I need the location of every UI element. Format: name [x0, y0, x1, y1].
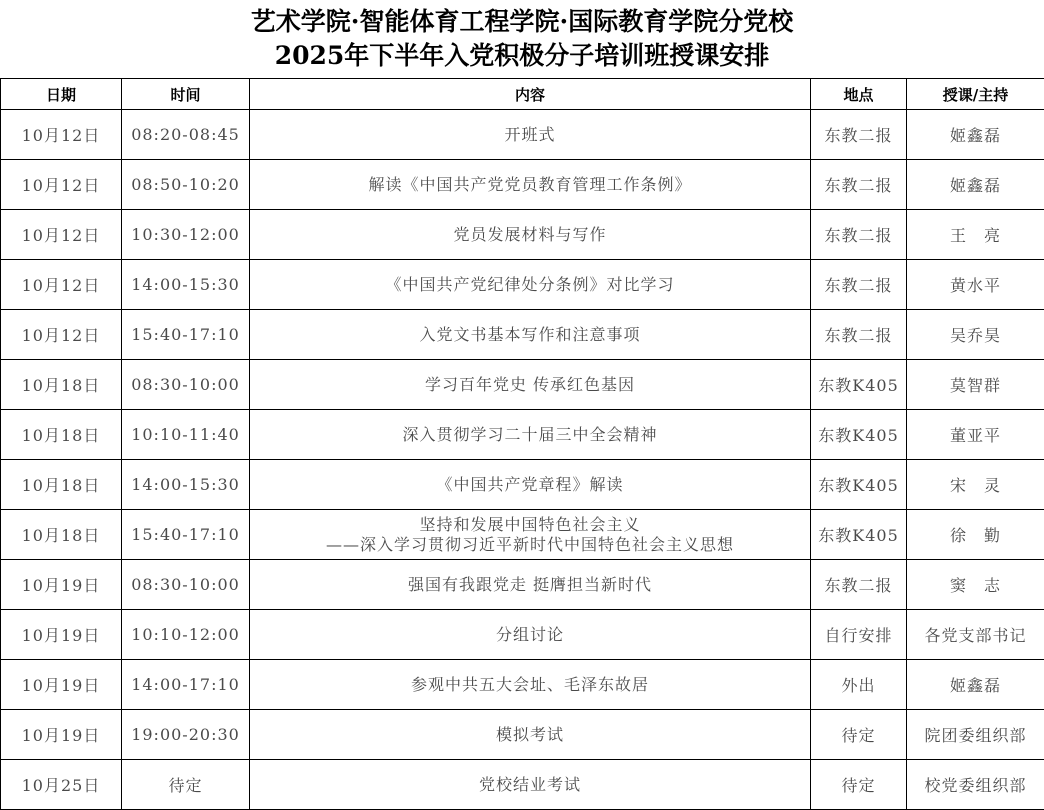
cell-host: 校党委组织部 [907, 760, 1044, 810]
cell-time: 08:20-08:45 [122, 110, 250, 160]
cell-time: 10:30-12:00 [122, 210, 250, 260]
cell-content [250, 310, 811, 360]
content-line: 开班式 [504, 124, 556, 144]
cell-host: 徐 勤 [907, 510, 1044, 560]
table-row [1, 160, 1044, 210]
header-content: 内容 [250, 79, 811, 110]
header-date: 日期 [1, 79, 122, 110]
cell-time: 待定 [122, 760, 250, 810]
table-row [1, 760, 1044, 810]
table-row [1, 560, 1044, 610]
content-line: ——深入学习贯彻习近平新时代中国特色社会主义思想 [325, 534, 734, 554]
table-row [1, 360, 1044, 410]
cell-time: 15:40-17:10 [122, 510, 250, 560]
cell-content [250, 760, 811, 810]
cell-date: 10月19日 [1, 610, 122, 660]
cell-date: 10月18日 [1, 360, 122, 410]
content-line: 坚持和发展中国特色社会主义 [419, 514, 641, 534]
cell-host: 姬鑫磊 [907, 160, 1044, 210]
cell-content [250, 610, 811, 660]
cell-host: 姬鑫磊 [907, 660, 1044, 710]
cell-content [250, 110, 811, 160]
cell-host: 窦 志 [907, 560, 1044, 610]
cell-content [250, 560, 811, 610]
cell-content [250, 460, 811, 510]
cell-date: 10月19日 [1, 710, 122, 760]
cell-content [250, 360, 811, 410]
content-line: 参观中共五大会址、毛泽东故居 [410, 674, 649, 694]
document-subtitle: 2025年下半年入党积极分子培训班授课安排 [274, 41, 770, 70]
cell-place: 东教K405 [811, 410, 907, 460]
cell-place: 东教K405 [811, 360, 907, 410]
cell-date: 10月12日 [1, 160, 122, 210]
cell-place: 东教二报 [811, 260, 907, 310]
cell-date: 10月19日 [1, 660, 122, 710]
cell-host: 各党支部书记 [907, 610, 1044, 660]
cell-time: 10:10-12:00 [122, 610, 250, 660]
cell-content [250, 160, 811, 210]
cell-date: 10月18日 [1, 510, 122, 560]
cell-place: 东教K405 [811, 510, 907, 560]
cell-time: 14:00-15:30 [122, 260, 250, 310]
content-line: 党校结业考试 [478, 774, 581, 794]
cell-time: 14:00-17:10 [122, 660, 250, 710]
cell-host: 王 亮 [907, 210, 1044, 260]
table-row [1, 310, 1044, 360]
table-row [1, 710, 1044, 760]
cell-content [250, 710, 811, 760]
table-row [1, 410, 1044, 460]
document-title: 艺术学院·智能体育工程学院·国际教育学院分党校 [250, 7, 794, 36]
cell-host: 吴乔昊 [907, 310, 1044, 360]
cell-content [250, 660, 811, 710]
table-row [1, 610, 1044, 660]
cell-host: 宋 灵 [907, 460, 1044, 510]
header-place: 地点 [811, 79, 907, 110]
cell-time: 19:00-20:30 [122, 710, 250, 760]
table-row [1, 510, 1044, 560]
cell-host: 董亚平 [907, 410, 1044, 460]
content-line: 强国有我跟党走 挺膺担当新时代 [407, 574, 653, 594]
cell-time: 08:50-10:20 [122, 160, 250, 210]
cell-time: 10:10-11:40 [122, 410, 250, 460]
content-line: 学习百年党史 传承红色基因 [424, 374, 636, 394]
cell-content [250, 260, 811, 310]
document-header [0, 0, 1044, 78]
content-line: 解读《中国共产党党员教育管理工作条例》 [368, 174, 692, 194]
cell-place: 东教二报 [811, 310, 907, 360]
cell-content [250, 210, 811, 260]
cell-time: 14:00-15:30 [122, 460, 250, 510]
header-time: 时间 [122, 79, 250, 110]
cell-place: 东教二报 [811, 210, 907, 260]
cell-place: 东教二报 [811, 560, 907, 610]
header-host: 授课/主持 [907, 79, 1044, 110]
cell-host: 院团委组织部 [907, 710, 1044, 760]
content-line: 分组讨论 [495, 624, 564, 644]
cell-time: 08:30-10:00 [122, 360, 250, 410]
content-line: 《中国共产党章程》解读 [436, 474, 624, 494]
schedule-table [0, 78, 1044, 810]
cell-date: 10月12日 [1, 110, 122, 160]
cell-place: 待定 [811, 760, 907, 810]
cell-date: 10月12日 [1, 310, 122, 360]
cell-date: 10月18日 [1, 460, 122, 510]
table-row [1, 460, 1044, 510]
content-line: 深入贯彻学习二十届三中全会精神 [402, 424, 658, 444]
table-header-row [1, 79, 1044, 110]
content-line: 模拟考试 [495, 724, 564, 744]
cell-place: 东教二报 [811, 110, 907, 160]
table-row [1, 210, 1044, 260]
content-line: 党员发展材料与写作 [453, 224, 607, 244]
content-line: 《中国共产党纪律处分条例》对比学习 [385, 274, 675, 294]
cell-host: 黄水平 [907, 260, 1044, 310]
table-row [1, 660, 1044, 710]
cell-host: 姬鑫磊 [907, 110, 1044, 160]
cell-host: 莫智群 [907, 360, 1044, 410]
cell-place: 待定 [811, 710, 907, 760]
cell-place: 东教二报 [811, 160, 907, 210]
cell-content [250, 510, 811, 560]
cell-place: 外出 [811, 660, 907, 710]
table-row [1, 110, 1044, 160]
cell-date: 10月19日 [1, 560, 122, 610]
cell-place: 东教K405 [811, 460, 907, 510]
content-line: 入党文书基本写作和注意事项 [419, 324, 641, 344]
cell-time: 15:40-17:10 [122, 310, 250, 360]
cell-date: 10月25日 [1, 760, 122, 810]
cell-place: 自行安排 [811, 610, 907, 660]
cell-date: 10月12日 [1, 210, 122, 260]
cell-content [250, 410, 811, 460]
cell-date: 10月18日 [1, 410, 122, 460]
cell-date: 10月12日 [1, 260, 122, 310]
table-row [1, 260, 1044, 310]
schedule-body [1, 110, 1044, 810]
cell-time: 08:30-10:00 [122, 560, 250, 610]
